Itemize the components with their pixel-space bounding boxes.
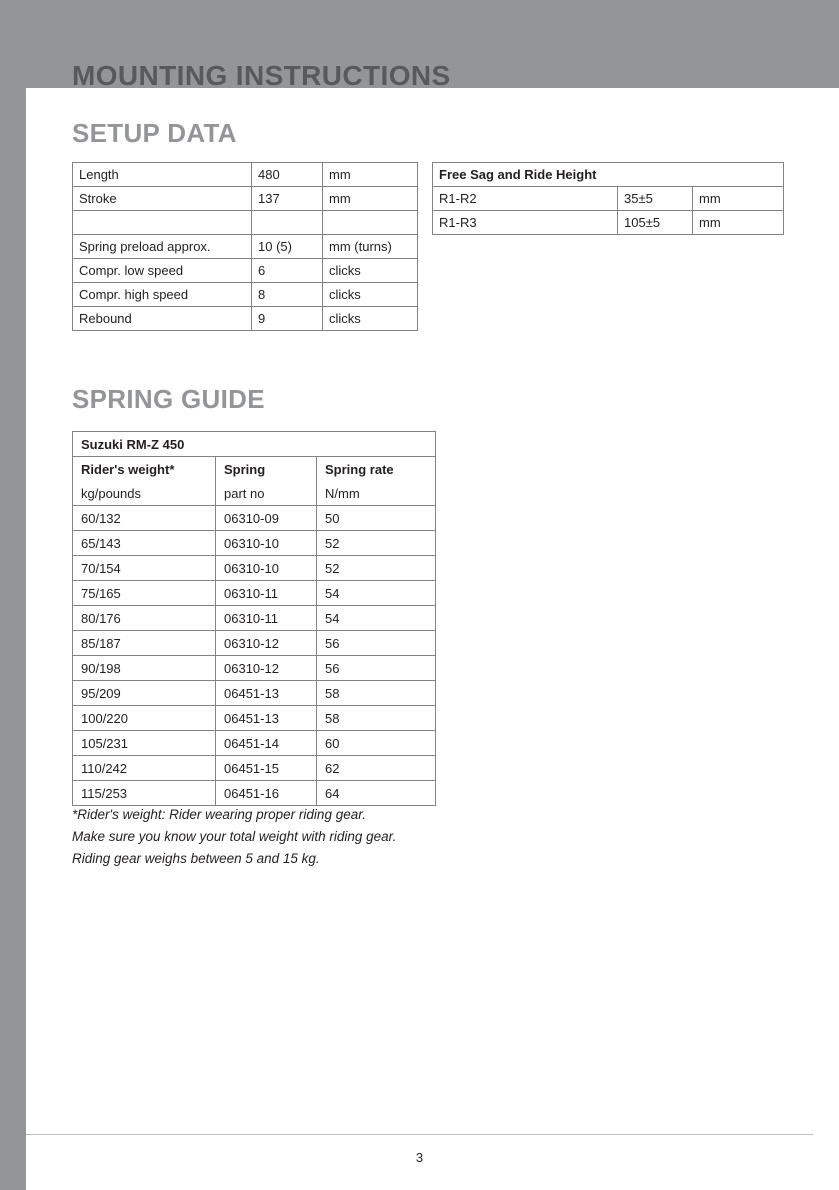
- setup-label: Length: [73, 163, 252, 187]
- spring-rate: 50: [317, 506, 436, 531]
- setup-unit: mm: [323, 163, 418, 187]
- note-line: Riding gear weighs between 5 and 15 kg.: [72, 851, 320, 866]
- spring-rate: 52: [317, 556, 436, 581]
- spring-guide-notes: [72, 804, 396, 870]
- table-row: [73, 656, 436, 681]
- table-model-row: [73, 432, 436, 457]
- spring-rate: 52: [317, 531, 436, 556]
- setup-label: Compr. low speed: [73, 259, 252, 283]
- table-row: [73, 731, 436, 756]
- spring-weight: 65/143: [73, 531, 216, 556]
- sag-value: 105±5: [618, 211, 693, 235]
- table-header-row: [433, 163, 784, 187]
- spring-rate: 54: [317, 606, 436, 631]
- footer-divider: [26, 1134, 813, 1135]
- table-row: [73, 531, 436, 556]
- table-row: [73, 187, 418, 211]
- setup-value: 137: [252, 187, 323, 211]
- table-row: [73, 681, 436, 706]
- table-row: [73, 556, 436, 581]
- section-heading-spring-guide: SPRING GUIDE: [72, 384, 265, 414]
- spring-part: 06310-10: [216, 556, 317, 581]
- spring-weight: 75/165: [73, 581, 216, 606]
- setup-value: 480: [252, 163, 323, 187]
- spring-rate: 58: [317, 681, 436, 706]
- table-row: [73, 235, 418, 259]
- table-row: [73, 781, 436, 806]
- setup-unit: clicks: [323, 307, 418, 331]
- table-row: [73, 307, 418, 331]
- table-subheader-row: [73, 481, 436, 506]
- spring-rate: 54: [317, 581, 436, 606]
- table-row: [73, 506, 436, 531]
- setup-label: Spring preload approx.: [73, 235, 252, 259]
- setup-unit: clicks: [323, 283, 418, 307]
- spring-weight: 60/132: [73, 506, 216, 531]
- section-heading-setup-data: SETUP DATA: [72, 118, 237, 148]
- free-sag-ride-height-table: [432, 162, 784, 235]
- spring-weight: 95/209: [73, 681, 216, 706]
- note-line: *Rider's weight: Rider wearing proper riding gear.: [72, 807, 366, 822]
- spring-weight: 80/176: [73, 606, 216, 631]
- spring-weight: 105/231: [73, 731, 216, 756]
- sag-value: 35±5: [618, 187, 693, 211]
- spring-part: 06310-09: [216, 506, 317, 531]
- setup-label: Compr. high speed: [73, 283, 252, 307]
- spring-part: 06310-10: [216, 531, 317, 556]
- table-row: [73, 706, 436, 731]
- spring-weight: 110/242: [73, 756, 216, 781]
- table-row: [433, 211, 784, 235]
- table-row: [73, 581, 436, 606]
- setup-unit: mm (turns): [323, 235, 418, 259]
- spring-part: 06451-13: [216, 681, 317, 706]
- spring-weight: 115/253: [73, 781, 216, 806]
- setup-label: Stroke: [73, 187, 252, 211]
- setup-value: 10 (5): [252, 235, 323, 259]
- setup-value: 9: [252, 307, 323, 331]
- spring-table-model: Suzuki RM-Z 450: [73, 432, 436, 457]
- spring-rate: 56: [317, 656, 436, 681]
- spring-weight: 100/220: [73, 706, 216, 731]
- spring-part: 06310-11: [216, 581, 317, 606]
- spring-weight: 90/198: [73, 656, 216, 681]
- setup-value: [252, 211, 323, 235]
- sag-unit: mm: [693, 187, 784, 211]
- setup-data-table: [72, 162, 418, 331]
- spring-rate: 56: [317, 631, 436, 656]
- table-row: [73, 163, 418, 187]
- spring-part: 06310-12: [216, 631, 317, 656]
- table-row: [73, 259, 418, 283]
- column-subheader-spring: part no: [216, 481, 317, 506]
- spring-part: 06451-14: [216, 731, 317, 756]
- setup-label: [73, 211, 252, 235]
- sag-label: R1-R3: [433, 211, 618, 235]
- spring-part: 06451-15: [216, 756, 317, 781]
- table-row: [73, 606, 436, 631]
- left-margin-bar: [0, 0, 26, 1190]
- setup-value: 8: [252, 283, 323, 307]
- spring-rate: 58: [317, 706, 436, 731]
- table-header-row: [73, 457, 436, 482]
- table-row: [433, 187, 784, 211]
- spring-part: 06310-11: [216, 606, 317, 631]
- column-header-weight: Rider's weight*: [73, 457, 216, 482]
- spring-rate: 62: [317, 756, 436, 781]
- spring-rate: 60: [317, 731, 436, 756]
- page-number: 3: [415, 1150, 424, 1165]
- setup-value: 6: [252, 259, 323, 283]
- spring-rate: 64: [317, 781, 436, 806]
- column-subheader-weight: kg/pounds: [73, 481, 216, 506]
- sag-table-header: Free Sag and Ride Height: [433, 163, 784, 187]
- table-row-spacer: [73, 211, 418, 235]
- table-row: [73, 631, 436, 656]
- setup-label: Rebound: [73, 307, 252, 331]
- column-header-spring: Spring: [216, 457, 317, 482]
- table-row: [73, 283, 418, 307]
- spring-weight: 70/154: [73, 556, 216, 581]
- spring-weight: 85/187: [73, 631, 216, 656]
- sag-unit: mm: [693, 211, 784, 235]
- column-subheader-rate: N/mm: [317, 481, 436, 506]
- spring-part: 06310-12: [216, 656, 317, 681]
- note-line: Make sure you know your total weight with riding gear.: [72, 829, 397, 844]
- page-title: MOUNTING INSTRUCTIONS: [72, 60, 451, 91]
- sag-label: R1-R2: [433, 187, 618, 211]
- spring-part: 06451-16: [216, 781, 317, 806]
- column-header-rate: Spring rate: [317, 457, 436, 482]
- setup-unit: clicks: [323, 259, 418, 283]
- setup-unit: mm: [323, 187, 418, 211]
- table-row: [73, 756, 436, 781]
- setup-unit: [323, 211, 418, 235]
- spring-guide-table: [72, 431, 436, 806]
- spring-part: 06451-13: [216, 706, 317, 731]
